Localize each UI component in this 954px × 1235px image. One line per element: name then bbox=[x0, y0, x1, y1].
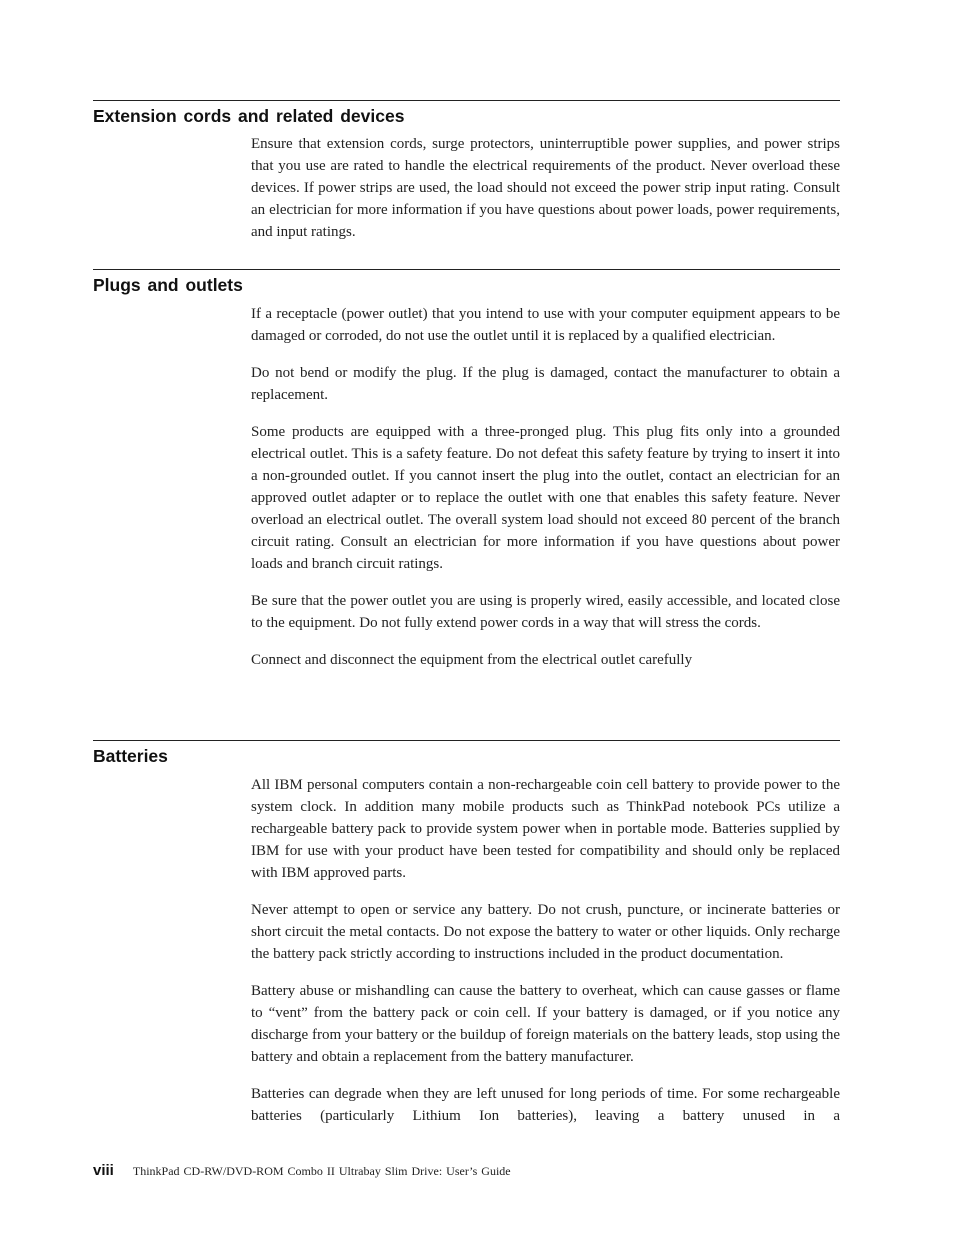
paragraph: Connect and disconnect the equipment from the electrical outlet carefully bbox=[251, 652, 693, 668]
section-body bbox=[251, 774, 840, 1127]
paragraph: Batteries can degrade when they are left unused for long periods of time. For some rechargeable batteries (particularly Lithium Ion batteries), leaving a battery unused in a bbox=[251, 1086, 840, 1124]
paragraph: Ensure that extension cords, surge protectors, uninterruptible power supplies, and power strips that you use are rated to handle the electrical requirements of the product. Never overload these devices. If power strips are used, the load should not exceed the power strip input rating. Consult an electrician for more information if you have questions about power loads, power requirements, and input ratings. bbox=[251, 136, 840, 240]
section-body bbox=[251, 303, 840, 671]
section-extension-cords bbox=[93, 100, 840, 243]
footer-title: ThinkPad CD-RW/DVD-ROM Combo II Ultrabay Slim Drive: User’s Guide bbox=[132, 1164, 511, 1178]
section-rule bbox=[93, 100, 840, 101]
section-heading: Batteries bbox=[93, 746, 168, 766]
paragraph: All IBM personal computers contain a non-rechargeable coin cell battery to provide power to the system clock. In addition many mobile products such as ThinkPad notebook PCs utilize a rechargeable battery pack to provide system power when in portable mode. Batteries supplied by IBM for use with your product have been tested for compatibility and should only be replaced with IBM approved parts. bbox=[251, 777, 840, 881]
paragraph: Never attempt to open or service any battery. Do not crush, puncture, or incinerate batteries or short circuit the metal contacts. Do not expose the battery to water or other liquids. Only recharge the battery pack strictly according to instructions included in the product documentation. bbox=[251, 902, 840, 962]
section-heading: Extension cords and related devices bbox=[93, 106, 405, 126]
section-rule bbox=[93, 269, 840, 270]
paragraph: If a receptacle (power outlet) that you intend to use with your computer equipment appears to be damaged or corroded, do not use the outlet until it is replaced by a qualified electrician. bbox=[251, 306, 840, 344]
page-footer bbox=[93, 1162, 511, 1179]
paragraph: Some products are equipped with a three-pronged plug. This plug fits only into a grounded electrical outlet. This is a safety feature. Do not defeat this safety feature by trying to insert it into a non-grounded outlet. If you cannot insert the plug into the outlet, contact an electrician for an approved outlet adapter or to replace the outlet with one that enables this safety feature. Never overload an electrical outlet. The overall system load should not exceed 80 percent of the branch circuit rating. Consult an electrician for more information if you have questions about power loads and branch circuit ratings. bbox=[251, 424, 840, 572]
section-body bbox=[251, 133, 840, 243]
section-rule bbox=[93, 740, 840, 741]
paragraph: Do not bend or modify the plug. If the plug is damaged, contact the manufacturer to obtain a replacement. bbox=[251, 365, 840, 403]
paragraph: Battery abuse or mishandling can cause the battery to overheat, which can cause gasses or flame to “vent” from the battery pack or coin cell. If your battery is damaged, or if you notice any discharge from your battery or the buildup of foreign materials on the battery leads, stop using the battery and obtain a replacement from the battery manufacturer. bbox=[251, 983, 840, 1065]
section-batteries bbox=[93, 740, 840, 1127]
page-number: viii bbox=[93, 1162, 114, 1179]
section-heading: Plugs and outlets bbox=[93, 275, 243, 295]
section-plugs-and-outlets bbox=[93, 269, 840, 671]
paragraph: Be sure that the power outlet you are using is properly wired, easily accessible, and located close to the equipment. Do not fully extend power cords in a way that will stress the cords. bbox=[251, 593, 840, 631]
